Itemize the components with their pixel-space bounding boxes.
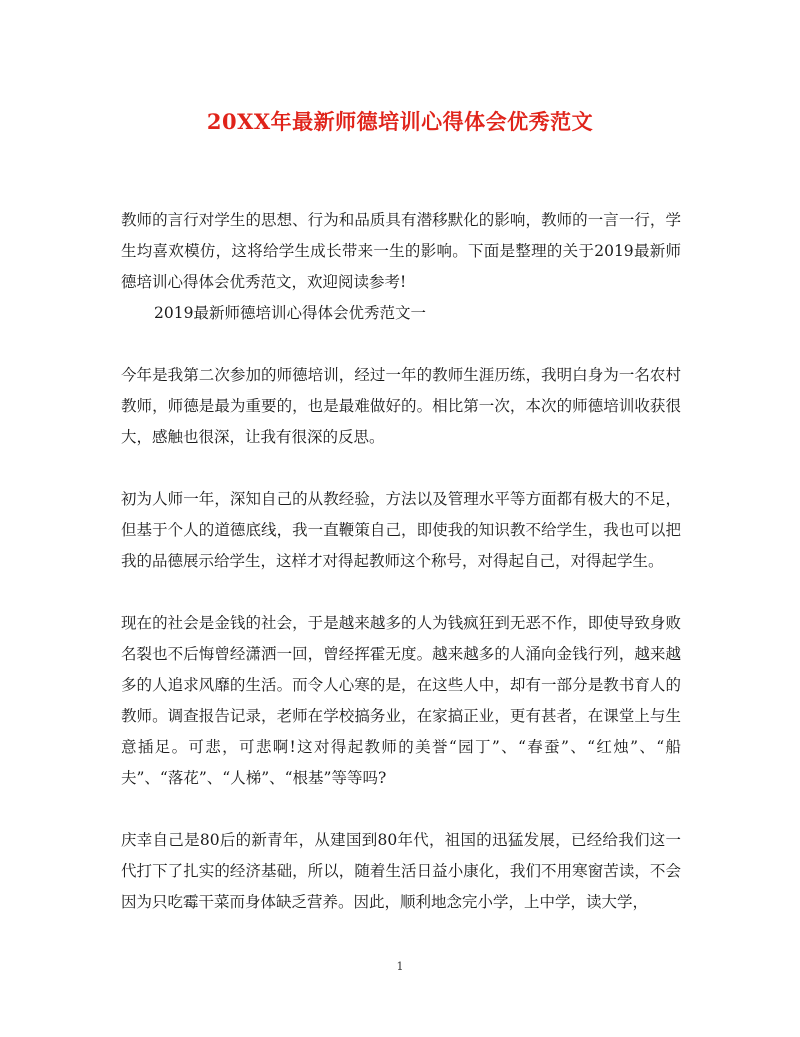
body-paragraph-1: 今年是我第二次参加的师德培训，经过一年的教师生涯历练，我明白身为一名农村教师，师德是最为重要的，也是最难做好的。相比第一次，本次的师德培训收获很大，感触也很深，让我有很深的反思。 — [121, 366, 681, 446]
intro-paragraph: 教师的言行对学生的思想、行为和品质具有潜移默化的影响，教师的一言一行，学生均喜欢模仿，这将给学生成长带来一生的影响。下面是整理的关于2019最新师德培训心得体会优秀范文，欢迎阅读参考! — [121, 211, 681, 291]
document-title: 20XX年最新师德培训心得体会优秀范文 — [206, 109, 594, 134]
section-subheading: 2019最新师德培训心得体会优秀范文一 — [154, 304, 426, 322]
body-paragraph-2: 初为人师一年，深知自己的从教经验，方法以及管理水平等方面都有极大的不足，但基于个人的道德底线，我一直鞭策自己，即使我的知识教不给学生，我也可以把我的品德展示给学生，这样才对得起教师这个称号，对得起自己，对得起学生。 — [121, 490, 681, 570]
body-paragraph-3: 现在的社会是金钱的社会，于是越来越多的人为钱疯狂到无恶不作，即使导致身败名裂也不后悔曾经潇洒一回，曾经挥霍无度。越来越多的人涌向金钱行列，越来越多的人追求风靡的生活。而令人心寒的是，在这些人中，却有一部分是教书育人的教师。调查报告记录，老师在学校搞务业，在家搞正业，更有甚者，在课堂上与生意插足。可悲，可悲啊!这对得起教师的美誉“园丁”、“春蚕”、“红烛”、“船夫”、“落花”、“人梯”、“根基”等等吗? — [121, 614, 681, 787]
page-number: 1 — [396, 960, 404, 973]
body-paragraph-4: 庆幸自己是80后的新青年，从建国到80年代，祖国的迅猛发展，已经给我们这一代打下了扎实的经济基础，所以，随着生活日益小康化，我们不用寒窗苦读，不会因为只吃霉干菜而身体缺乏营养。因此，顺利地念完小学，上中学，读大学， — [121, 831, 681, 911]
document-body — [121, 205, 681, 918]
